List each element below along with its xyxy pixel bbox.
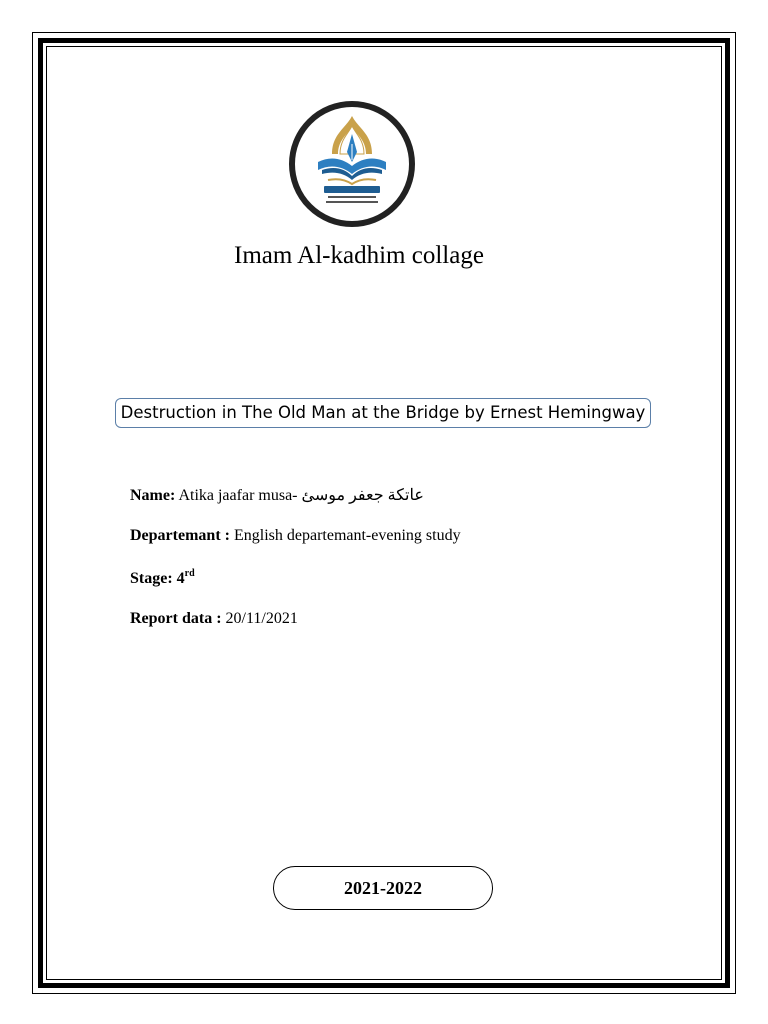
name-value: Atika jaafar musa- عاتكة جعفر موسئ	[178, 487, 424, 504]
academic-year-box	[273, 866, 493, 910]
department-value: English departemant-evening study	[233, 527, 461, 544]
name-row	[130, 485, 424, 505]
stage-row	[130, 568, 195, 588]
stage-suffix: rd	[184, 568, 195, 579]
department-row	[130, 527, 461, 545]
name-label: Name:	[130, 487, 176, 504]
date-value: 20/11/2021	[225, 610, 298, 627]
date-row	[130, 610, 298, 628]
academic-year: 2021-2022	[344, 878, 422, 898]
date-label: Report data :	[130, 610, 222, 627]
stage-label: Stage: 4	[130, 570, 185, 587]
report-title-box	[115, 398, 651, 428]
college-logo	[288, 100, 416, 228]
department-label: Departemant :	[130, 527, 230, 544]
report-title: Destruction in The Old Man at the Bridge by Ernest Hemingway	[120, 403, 646, 422]
college-name: Imam Al-kadhim collage	[234, 242, 484, 269]
